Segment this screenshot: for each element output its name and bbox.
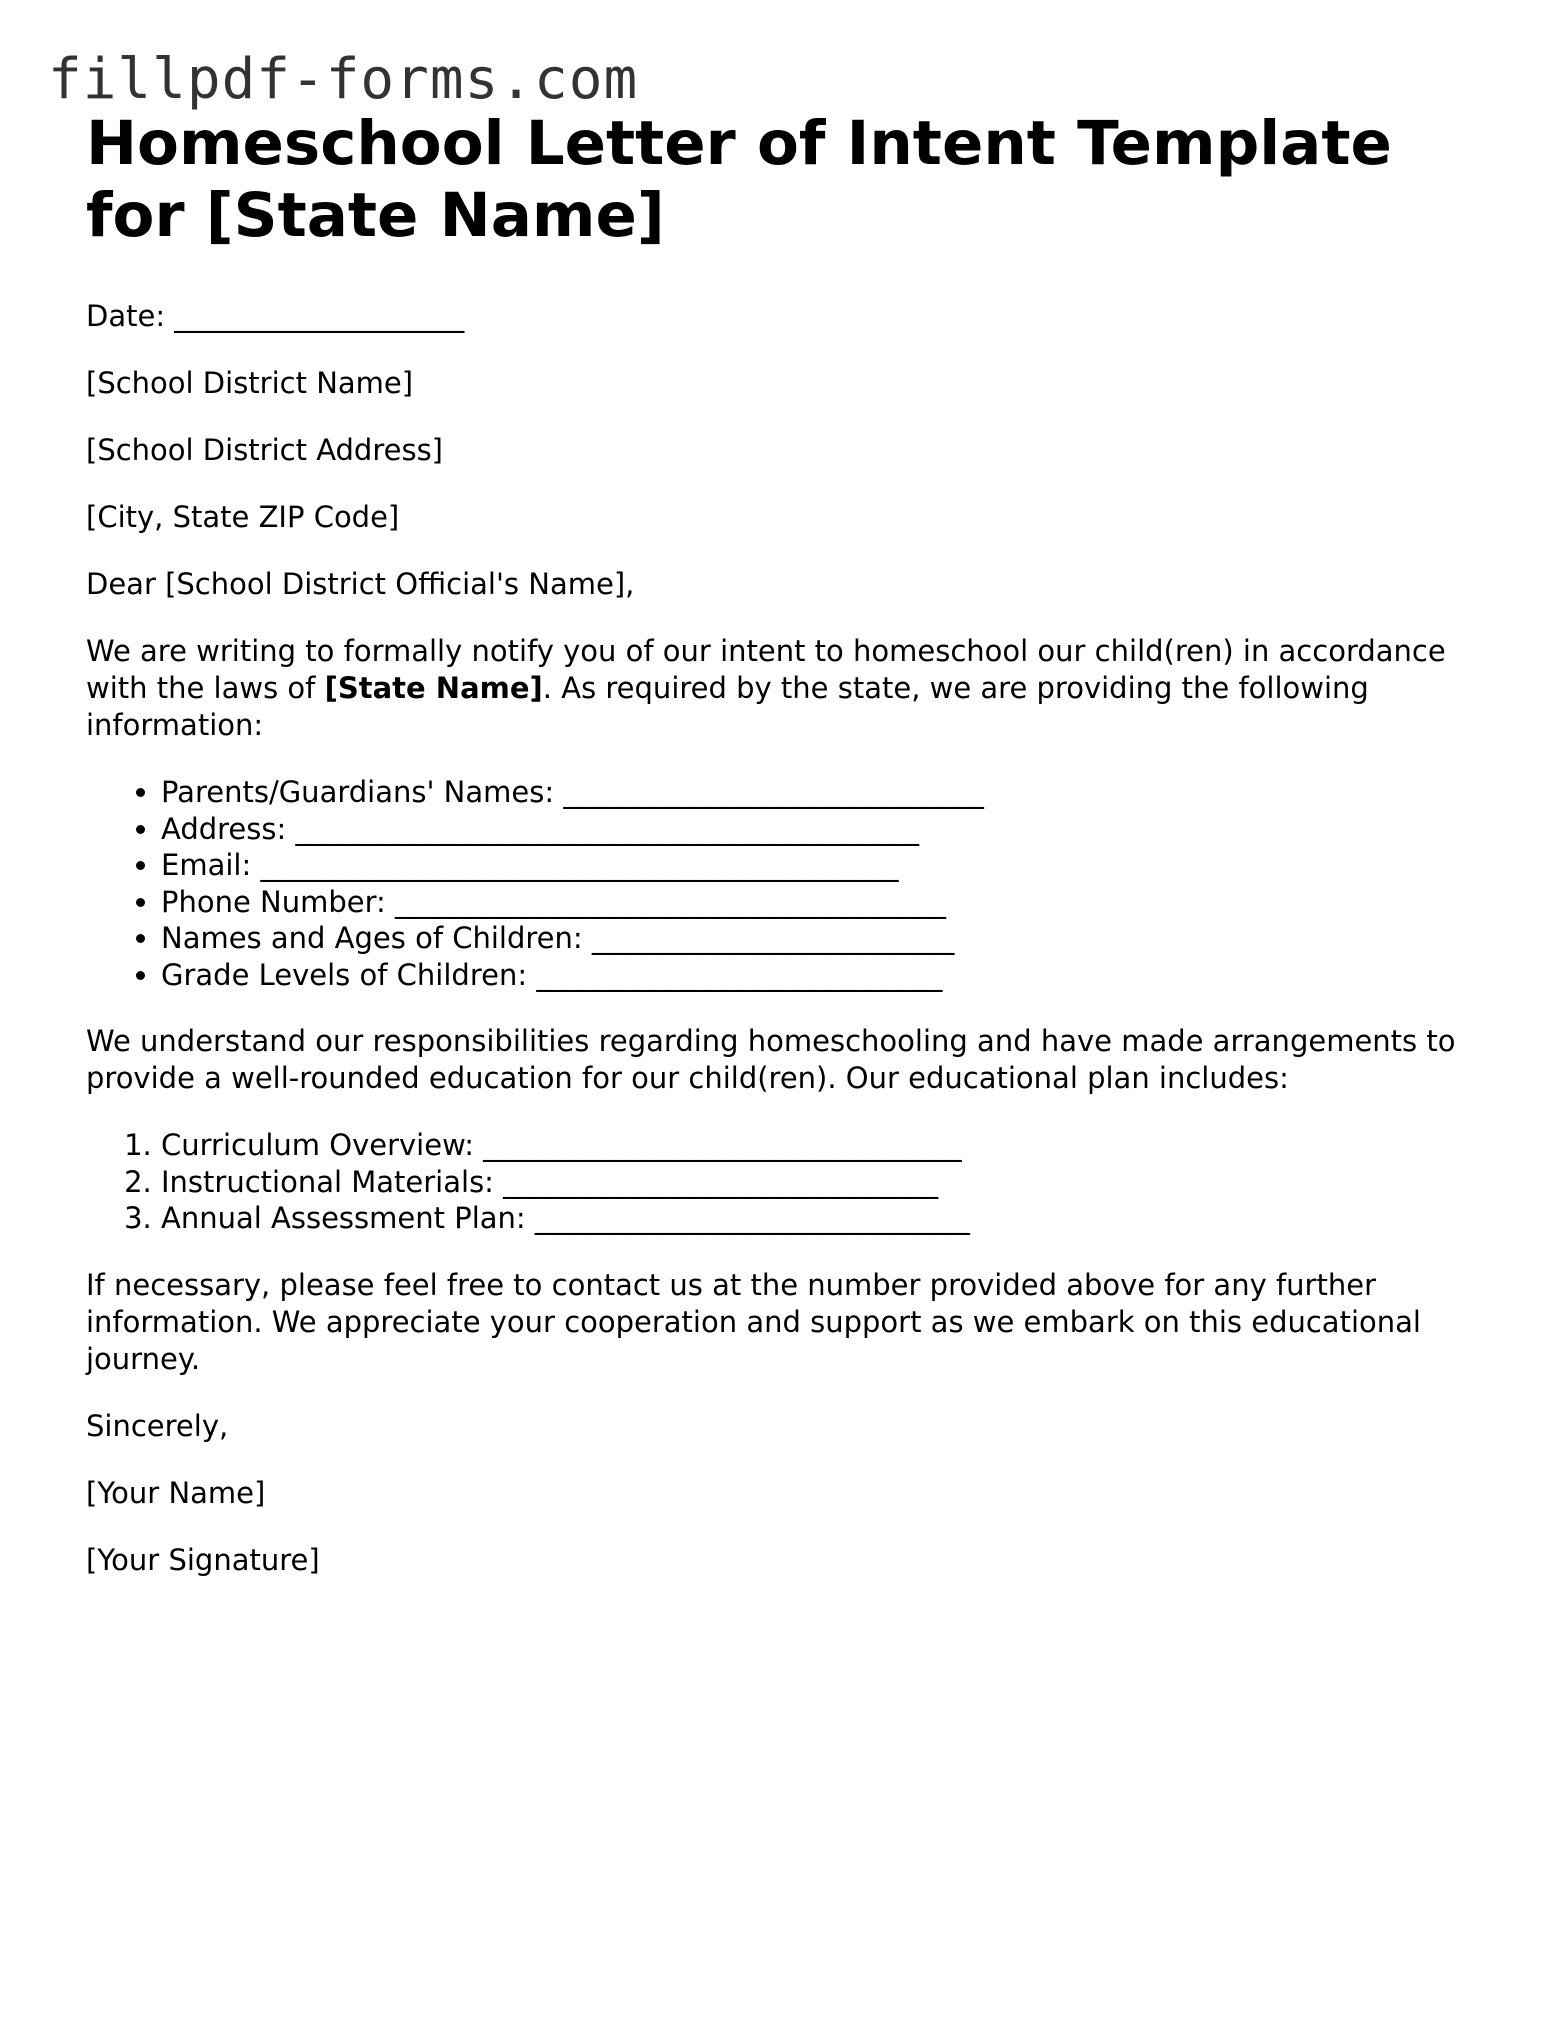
letter-document: [86, 108, 1486, 1609]
plan-item-materials: 2. Instructional Materials: ______________________________: [161, 1164, 1486, 1201]
intro-paragraph: [86, 633, 1486, 744]
recipient-district-address: [School District Address]: [86, 433, 443, 467]
recipient-city-state-zip: [City, State ZIP Code]: [86, 500, 400, 534]
plan-item-curriculum: 1. Curriculum Overview: _________________________________: [161, 1127, 1486, 1164]
intro-text-before: We are writing to formally notify you of our intent to homeschool our child(ren) in accordance with the laws of: [86, 634, 1446, 705]
site-watermark: fillpdf-forms.com: [48, 47, 639, 112]
info-field-list: [86, 774, 1486, 993]
plan-item-list: [86, 1127, 1486, 1237]
info-field-email: • Email: ____________________________________________: [161, 847, 1486, 884]
salutation: Dear [School District Official's Name],: [86, 567, 635, 601]
closing-paragraph: If necessary, please feel free to contact us at the number provided above for any further information. We appreciate your cooperation and support as we embark on this educational journey.: [86, 1267, 1421, 1376]
your-name-placeholder: [Your Name]: [86, 1475, 266, 1510]
plan-intro-paragraph: We understand our responsibilities regarding homeschooling and have made arrangements to provide a well-rounded education for our child(ren). Our educational plan includes:: [86, 1024, 1456, 1095]
info-field-children-names-ages: • Names and Ages of Children: _________________________: [161, 920, 1486, 957]
recipient-district-name: [School District Name]: [86, 366, 414, 400]
plan-item-assessment: 3. Annual Assessment Plan: ______________________________: [161, 1200, 1486, 1237]
date-line: Date: ____________________: [86, 299, 465, 333]
info-field-address: • Address: ___________________________________________: [161, 811, 1486, 848]
info-field-grade-levels: • Grade Levels of Children: ____________________________: [161, 957, 1486, 994]
info-field-parents: • Parents/Guardians' Names: _____________________________: [161, 774, 1486, 811]
info-field-phone: • Phone Number: ______________________________________: [161, 884, 1486, 921]
document-title: Homeschool Letter of Intent Template for [State Name]: [86, 108, 1392, 251]
intro-text-after: . As required by the state, we are providing the following information:: [86, 671, 1369, 742]
sign-off: Sincerely,: [86, 1408, 229, 1443]
intro-state-name: [State Name]: [324, 671, 543, 705]
your-signature-placeholder: [Your Signature]: [86, 1542, 320, 1577]
